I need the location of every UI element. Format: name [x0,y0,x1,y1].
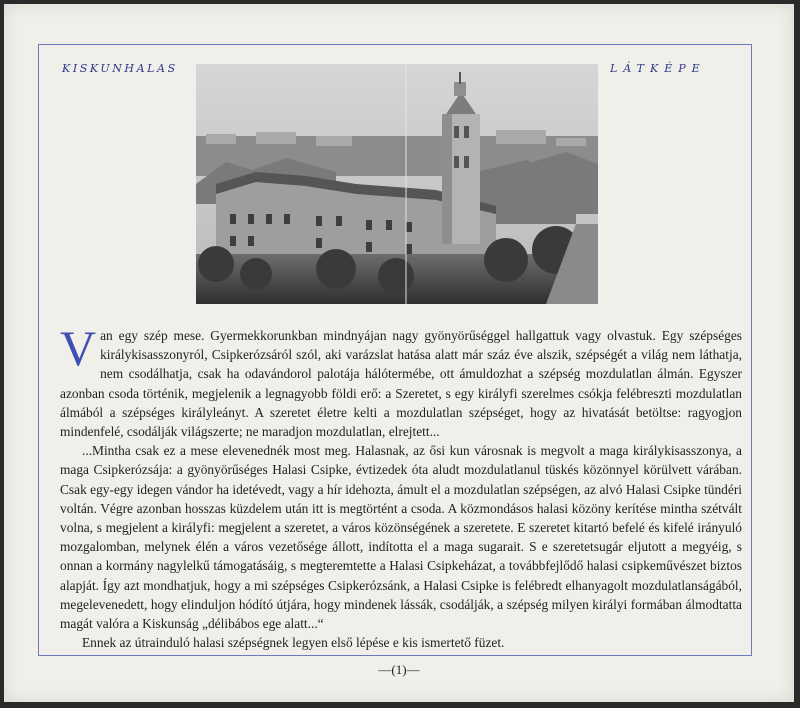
paragraph-3: Ennek az útrainduló halasi szépségnek legyen első lépése e kis ismertető füzet. [82,635,505,651]
booklet-page [4,4,794,702]
opening-paragraph [60,320,742,441]
body-text [60,320,742,652]
page-number: —(1)— [378,662,420,677]
paragraph-1-text: an egy szép mese. Gyermekkorunkban mindnyájan nagy gyönyörűséggel hallgattuk vagy olvastuk. Egy szépséges királykisasszonyról, Csipkerózsáról szól, aki varázslat hatása alatt már száz éve alszik, szépségét a világ nem láthatja, nem csodálhatja, csak ha odavándorol palotája hálótermébe, ott ámuldozhat a szépség mozdulatlan álmán. Egyszer azonban csoda történik, megjelenik a legnagyobb földi erő: a Szeretet, s egy királyfi szerelmes csókja felébreszti mozdulatlan álmából a szépséges királyleányt. A szeretet életre kelti a mozdulatlan szépséget, hogy az hivatását betöltse: ragyogjon mindenfelé, csodálják világszerte; ne maradjon mozdulatlan, elrejtett... [60,328,742,440]
paragraph-2: ...Mintha csak ez a mese elevenednék most meg. Halasnak, az ősi kun városnak is megvolt a maga királykisasszonya, a maga Csipkerózsája: a gyönyörűséges Halasi Csipke, évtizedek óta aludt mozdulatlanul tüskés közönnyel körülvett várában. Csak egy-egy idegen vándor ha idetévedt, vagy a hír idehozta, ámult el a mozdulatlan szépségen, az alvó Halasi Csipke tündéri voltán. Végre azonban hosszas küzdelem után itt is megtörtént a csoda. A közmondásos halasi közöny kerítése mintha szétvált volna, s megjelent a királyfi: megjelent a szeretet, a város közönségének a szeretete. E szeretet kitartó befelé és kifelé irányuló mozgalomban, melynek élén a város vezetősége állott, indította el a maga sugarait. S e szeretetsugár eljutott a megyéig, s onnan a kormány nagylelkű támogatásáig, s megteremtette a Halasi Csipkeházat, a továbbfejlődő halasi csipkeművészet biztos alapját. Így azt mondhatjuk, hogy a mi szépséges Csipkerózsánk, a Halasi Csipke is felébredt elhanyagolt mozdulatlanságából, megelevenedett, hogy elinduljon hódító útjára, hogy mindenek lássák, csodálják, a szépség milyen királyi formában álmodtatta magát valóra a Kiskunság „délibábos ege alatt...“ [60,443,742,632]
running-head-right: LÁTKÉPE [610,62,706,75]
town-view-photograph [196,64,598,304]
town-view-image [196,64,598,304]
running-head-left: KISKUNHALAS [62,62,178,75]
drop-cap-initial: V [60,320,97,376]
